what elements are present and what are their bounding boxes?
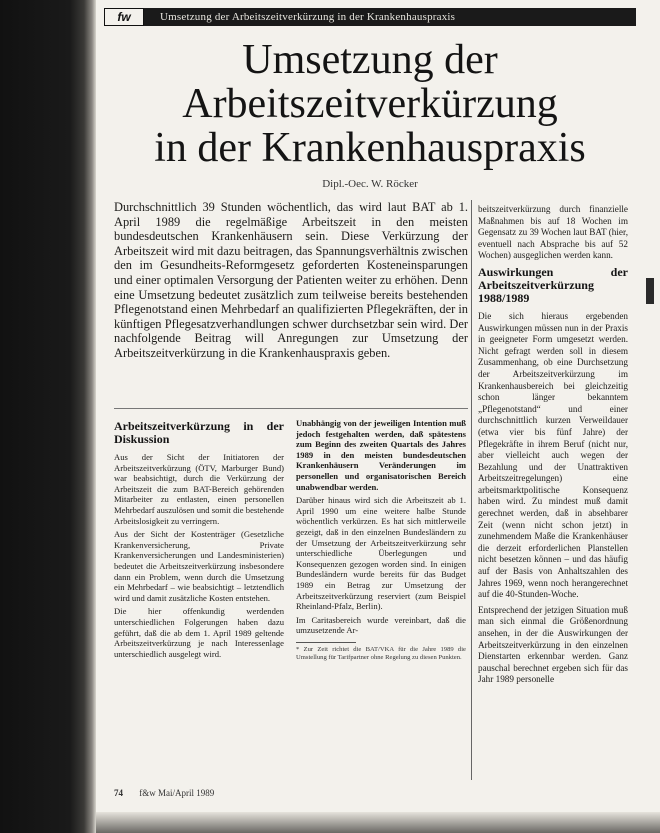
col1-paragraph-2: Aus der Sicht der Kostenträger (Gesetzliche Krankenversicherung, Private Krankenversicherungen und Landesministerien) bedeutet die Arbeitszeitverkürzung insbesondere dann ein Problem, wenn durch die Umsetzung ein Mehrbedarf – wie beabsichtigt – letztendlich wird und damit zusätzliche Kosten entstehen. bbox=[114, 529, 284, 603]
running-title: Umsetzung der Arbeitszeitverkürzung in der Krankenhauspraxis bbox=[160, 11, 456, 23]
intro-divider bbox=[114, 408, 468, 409]
column-middle bbox=[296, 418, 466, 662]
title-line-2: Arbeitszeitverkürzung bbox=[182, 81, 558, 127]
page-number: 74 bbox=[114, 788, 123, 798]
column-divider bbox=[471, 200, 472, 780]
issue-label: f&w Mai/April 1989 bbox=[139, 788, 215, 798]
article-author: Dipl.-Oec. W. Röcker bbox=[322, 178, 418, 190]
col2-highlight: Unabhängig von der jeweiligen Intention muß jedoch festgehalten werden, daß spätestens zum Beginn des zweiten Quartals des Jahres 1989 in den meisten bundesdeutschen Krankenhäusern Veränderungen im personellen und organisatorischen Bereich unabwendbar werden. bbox=[296, 418, 466, 492]
column-left bbox=[114, 416, 284, 662]
scan-bottom-shadow bbox=[96, 812, 660, 833]
column-right bbox=[478, 204, 628, 690]
col1-paragraph-1: Aus der Sicht der Initiatoren der Arbeitszeitverkürzung (ÖTV, Marburger Bund) war beabsichtigt, durch die Verkürzung der Arbeitszeit die zum BAT-Bereich gehörenden Mitarbeiter zu entlasten, einen personellen Mehrbedarf auszulösen und somit die bestehende Arbeitslosigkeit zu verringern. bbox=[114, 452, 284, 526]
magazine-logo: fw bbox=[104, 8, 144, 26]
col2-paragraph-2: Im Caritasbereich wurde vereinbart, daß die umzusetzende Ar- bbox=[296, 614, 466, 636]
col3-paragraph-3: Entsprechend der jetzigen Situation muß man sich einmal die Größenordnung ansehen, in der die Auswirkungen der Arbeitszeitverkürzung in den einzelnen Dienstarten erkennbar werden. Ganz pauschal berechnet ergeben sich für das Jahr 1989 personelle bbox=[478, 604, 628, 685]
col2-paragraph-1: Darüber hinaus wird sich die Arbeitszeit ab 1. April 1990 um eine weitere halbe Stunde wöchentlich verkürzen. Es hat sich mittlerweile gezeigt, daß in den einzelnen Bundesländern zu der Umsetzung der Arbeitszeitverkürzung sehr unterschiedliche Überlegungen und Konsequenzen gezogen worden sind. In einigen Bundesländern wurde bereits für das Budget 1989 ein Betrag zur Umsetzung der Arbeitszeitverkürzung reserviert (zum Beispiel Rheinland-Pfalz, Berlin). bbox=[296, 495, 466, 612]
footnote: * Zur Zeit richtet die BAT/VKA für die Jahre 1989 die Umstellung für Tarifpartner ohne Regelung zu diesen Punkten. bbox=[296, 645, 466, 661]
book-binding-shadow bbox=[0, 0, 96, 833]
title-line-1: Umsetzung der bbox=[242, 37, 498, 83]
page-footer bbox=[114, 788, 414, 798]
col1-paragraph-3: Die hier offenkundig werdenden unterschiedlichen Folgerungen haben dazu geführt, daß die ab dem 1. April 1989 geltende Arbeitszeitverkürzung je nach Interessenlage unterschiedlich ausgelegt wird. bbox=[114, 606, 284, 659]
col3-paragraph-2: Die sich hieraus ergebenden Auswirkungen müssen nun in der Praxis in geeigneter Form umgesetzt werden. Nicht gefragt werden soll in diesem Zusammenhang, ob eine Durchsetzung der Arbeitszeitverkürzung im Krankenhausbereich bei gleichzeitig schon länger bekanntem „Pflegenotstand“ und einer durchschnittlich kurzen Verweildauer (etwa vier bis fünf Jahre) der Pflegekräfte in ihrem Beruf (nicht nur, aber vielleicht auch wegen der Bezahlung und der Unattraktiven Arbeitszeitregelungen) eine arbeitsmarktpolitische Konsequenz haben wird. Zu mindest muß damit gerechnet werden, daß in absehbarer Zeit (wenn nicht schon jetzt) in zunehmendem Maße die Krankenhäuser die derzeit erforderlichen Planstellen nicht besetzen können – und das häufig auf der Basis von Anhaltszahlen des Jahres 1969, wenn noch herangerechnet auf die 40-Stunden-Woche. bbox=[478, 310, 628, 600]
title-line-3: in der Krankenhauspraxis bbox=[154, 125, 586, 171]
col1-heading: Arbeitszeitverkürzung in der Diskussion bbox=[114, 419, 284, 446]
article-intro: Durchschnittlich 39 Stunden wöchentlich, das wird laut BAT ab 1. April 1989 die regelmäßige Arbeitszeit in den meisten bundesdeutschen Krankenhäusern sein. Diese Verkürzung der Arbeitszeit wird mit dazu beitragen, das Spannungsverhältnis zwischen den im Gesundheits-Reformgesetz geforderten Kosteneinsparungen und einer optimalen Versorgung der Patienten weiter zu erhöhen. Denn eine Umsetzung bedeutet zusätzlich zum teilweise bereits bestehenden Pflegenotstand einen Mehrbedarf an qualifizierten Pflegekräften, der in künftigen Pflegesatzverhandlungen schwer durchsetzbar sein wird. Der nachfolgende Beitrag will Anregungen zur Umsetzung der Arbeitszeitverkürzung in die Krankenhauspraxis geben. bbox=[114, 200, 468, 360]
footnote-divider bbox=[296, 642, 356, 643]
col3-paragraph-1: beitszeitverkürzung durch finanzielle Maßnahmen bis auf 18 Wochen im Gegensatz zu 39 Wochen laut BAT (hier, eventuell nach Absprache bis auf 52 Wochen) ausgeglichen werden kann. bbox=[478, 204, 628, 261]
article-title bbox=[104, 38, 636, 170]
running-header bbox=[104, 8, 636, 26]
col3-heading: Auswirkungen der Arbeitszeitverkürzung 1988/1989 bbox=[478, 264, 628, 305]
page-edge-mark bbox=[646, 278, 654, 304]
